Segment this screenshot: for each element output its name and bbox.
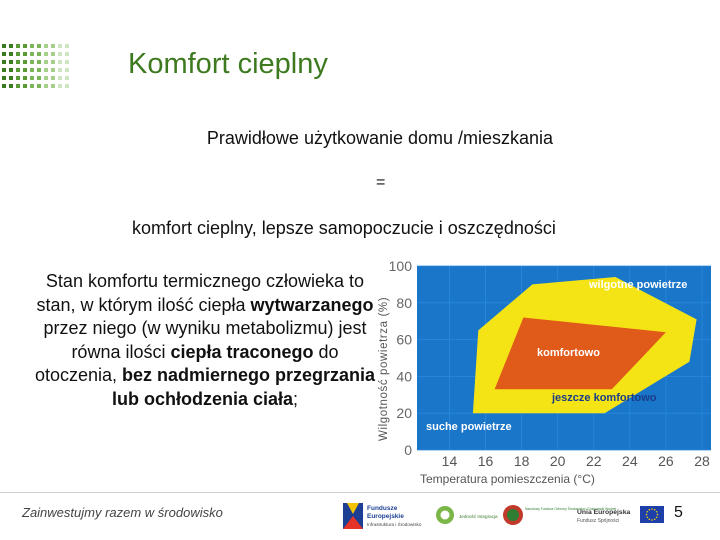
decorative-dot (2, 76, 6, 80)
decorative-dot (9, 44, 13, 48)
x-tick-label: 18 (513, 453, 530, 469)
eu-star (646, 511, 648, 513)
decorative-dot (16, 84, 20, 88)
y-tick-label: 0 (404, 442, 412, 458)
subtitle-line: Prawidłowe użytkowanie domu /mieszkania (206, 128, 554, 148)
decorative-dot (37, 84, 41, 88)
footer-divider (0, 492, 720, 493)
decorative-dot (23, 44, 27, 48)
decorative-dot (23, 76, 27, 80)
label-wilgotne-powietrze: wilgotne powietrze (589, 279, 688, 291)
logo3-text: Narodowy Fundusz Ochrony Środowiska i Gospodarki Wodnej (525, 507, 617, 511)
para-bold-2: ciepła traconego (170, 341, 314, 362)
decorative-dot (16, 60, 20, 64)
comfort-chart (370, 258, 715, 490)
decorative-dot (9, 76, 13, 80)
para-text-3: do otoczenia, (34, 341, 339, 385)
decorative-dot (65, 44, 69, 48)
eu-star (654, 519, 656, 521)
decorative-dot (44, 68, 48, 72)
decorative-dot (23, 68, 27, 72)
decorative-dot (65, 84, 69, 88)
eu-star (651, 508, 653, 510)
decorative-dot (37, 76, 41, 80)
decorative-dot (58, 68, 62, 72)
logo2-text: Jedność Integracja (459, 514, 498, 519)
decorative-dot (9, 84, 13, 88)
decorative-dot (30, 76, 34, 80)
logo1-line1: Fundusze (367, 505, 398, 512)
decorative-dot (65, 68, 69, 72)
x-axis-label: Temperatura pomieszczenia (°C) (420, 472, 595, 486)
logo1-line3: Infrastruktura i Środowisko (367, 522, 422, 527)
eu-star (649, 509, 651, 511)
decorative-dot (2, 84, 6, 88)
decorative-dot (37, 44, 41, 48)
para-text-4: ; (293, 388, 299, 409)
decorative-dot (37, 60, 41, 64)
decorative-dot (23, 84, 27, 88)
x-tick-label: 20 (549, 453, 566, 469)
para-bold-3: bez nadmiernego przegrzania lub ochłodzenia ciała (111, 365, 376, 409)
decorative-dot (16, 76, 20, 80)
x-tick-label: 24 (622, 453, 638, 469)
decorative-dot (30, 68, 34, 72)
decorative-dot (58, 60, 62, 64)
decorative-dot (16, 44, 20, 48)
decorative-dot (58, 44, 62, 48)
decorative-dot (30, 52, 34, 56)
eu-star (649, 519, 651, 521)
unia-europejska-logo (577, 506, 664, 524)
decorative-dot (2, 52, 6, 56)
decorative-dot (51, 68, 55, 72)
logo4-line2: Fundusz Spójności (577, 518, 620, 524)
decorative-dot (2, 60, 6, 64)
decorative-dot (58, 76, 62, 80)
fundusze-europejskie-logo (343, 503, 422, 529)
eu-star (646, 517, 648, 519)
decorative-dot (9, 68, 13, 72)
y-tick-label: 60 (396, 331, 412, 348)
decorative-dot (51, 76, 55, 80)
decorative-dot (44, 52, 48, 56)
label-jeszcze-komfortowo: jeszcze komfortowo (552, 392, 657, 404)
y-tick-label: 80 (396, 294, 412, 311)
decorative-dot (2, 44, 6, 48)
eu-star (651, 519, 653, 521)
jednosc-logo (436, 506, 498, 524)
decorative-dot (16, 68, 20, 72)
decorative-dot (9, 52, 13, 56)
decorative-dot (65, 76, 69, 80)
x-tick-label: 28 (694, 453, 710, 469)
decorative-dot (51, 84, 55, 88)
eu-star (654, 509, 656, 511)
equals-sign: = (376, 174, 386, 191)
y-tick-label: 20 (396, 405, 412, 422)
eu-star (657, 514, 659, 516)
slide-title: Komfort cieplny (128, 48, 328, 80)
para-bold-1: wytwarzanego (250, 294, 374, 315)
decorative-dot (58, 84, 62, 88)
eu-star (656, 517, 658, 519)
decorative-dot (44, 60, 48, 64)
decorative-dot (44, 76, 48, 80)
decorative-dot (16, 52, 20, 56)
x-tick-label: 16 (477, 453, 494, 469)
decorative-dot (51, 60, 55, 64)
eu-star (646, 514, 648, 516)
logo1-line2: Europejskie (367, 513, 404, 520)
decorative-dot (30, 84, 34, 88)
decorative-dot (51, 44, 55, 48)
y-tick-label: 40 (396, 368, 412, 385)
decorative-dot (44, 84, 48, 88)
decorative-dot (37, 68, 41, 72)
decorative-dot (58, 52, 62, 56)
decorative-dot (23, 52, 27, 56)
logo-strip (335, 498, 675, 534)
y-axis-label: Wilgotność powietrza (%) (378, 296, 390, 441)
para-text-2: przez niego (w wyniku metabolizmu) jest równa ilości (43, 318, 367, 362)
y-tick-label: 100 (388, 258, 412, 274)
decorative-dot (65, 60, 69, 64)
logo4-line1: Unia Europejska (577, 509, 631, 516)
decorative-dot (51, 52, 55, 56)
decorative-dots (0, 42, 75, 92)
decorative-dot (23, 60, 27, 64)
footer-slogan: Zainwestujmy razem w środowisko (22, 505, 223, 520)
para-text-1: Stan komfortu termicznego człowieka to stan, w którym ilość ciepła (36, 271, 365, 315)
x-tick-label: 22 (585, 453, 602, 469)
decorative-dot (65, 52, 69, 56)
label-suche-powietrze: suche powietrze (426, 421, 512, 433)
label-komfortowo: komfortowo (537, 347, 600, 359)
page-number: 5 (674, 504, 683, 521)
benefits-line: komfort cieplny, lepsze samopoczucie i oszczędności (132, 218, 556, 238)
decorative-dot (30, 44, 34, 48)
decorative-dot (2, 68, 6, 72)
decorative-dot (37, 52, 41, 56)
decorative-dot (9, 60, 13, 64)
eu-star (656, 511, 658, 513)
decorative-dot (30, 60, 34, 64)
definition-paragraph (30, 270, 380, 411)
decorative-dot (44, 44, 48, 48)
x-tick-label: 14 (441, 453, 458, 469)
x-tick-label: 26 (658, 453, 674, 469)
